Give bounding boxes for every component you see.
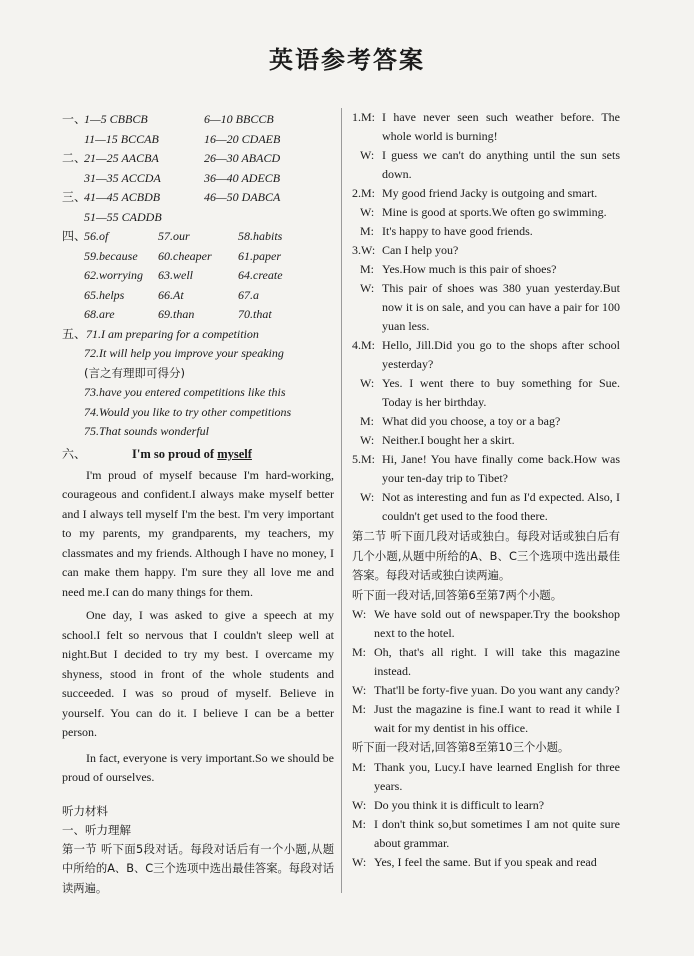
dialogue-line: M: I don't think so,but sometimes I am not quite sure about grammar. <box>352 816 620 850</box>
listening-heading: 听力材料 <box>62 803 108 818</box>
part4-answers <box>62 227 334 325</box>
part4-label: 四、 <box>62 229 87 244</box>
listening-section <box>62 802 334 899</box>
answer-group: 46—50 DABCA <box>204 190 281 205</box>
answer-cell: 69.than <box>158 307 195 322</box>
column-divider <box>341 108 342 893</box>
answer-cell: 64.create <box>238 268 283 283</box>
essay-title: I'm so proud of myself <box>132 447 252 461</box>
answer-row <box>62 286 334 306</box>
essay-paragraph: I'm proud of myself because I'm hard-working, courageous and confident.I always make myself better and I always tell myself I'm the best. I'm very important to my parents, my grandparents, my teachers, my classmates and my friends. Although I have no money, I can make them happy. I'm sure they all love me and need me.I can do many things for them. <box>62 467 334 599</box>
dialogue-2 <box>352 184 620 241</box>
part6-essay <box>62 444 334 788</box>
part2-answers <box>62 149 334 188</box>
page-title: 英语参考答案 <box>269 45 425 74</box>
answer-cell: 60.cheaper <box>158 248 212 263</box>
essay-paragraph: In fact, everyone is very important.So we should be proud of ourselves. <box>62 750 334 784</box>
dialogue-line: M: It's happy to have good friends. <box>360 224 533 238</box>
part3-label: 三、 <box>62 190 87 205</box>
answer-row <box>62 208 334 228</box>
dialogue-line: W: Mine is good at sports.We often go swimming. <box>360 205 607 219</box>
part3-answers <box>62 188 334 227</box>
answer-row <box>62 266 334 286</box>
dialogue-line: M: Thank you, Lucy.I have learned English for three years. <box>352 759 620 793</box>
dialogue-line: W: Neither.I bought her a skirt. <box>360 433 515 447</box>
section1-instructions: 第一节 听下面5段对话。每段对话后有一个小题,从题中所给的A、B、C三个选项中选出最佳答案。每段对话读两遍。 <box>62 842 334 895</box>
dialogue-line: 3.W: Can I help you? <box>352 243 459 257</box>
right-column <box>352 108 620 872</box>
answer-group: 1—5 CBBCB <box>84 112 148 127</box>
answer-row <box>62 130 334 150</box>
dialogue-line: 1.M: I have never seen such weather before. The whole world is burning! <box>352 110 620 143</box>
answer-cell: 68.are <box>84 307 115 322</box>
answer-cell: 62.worrying <box>84 268 144 283</box>
answer-row <box>62 305 334 325</box>
answer-cell: 56.of <box>84 229 109 244</box>
answer-cell: 58.habits <box>238 229 283 244</box>
left-column <box>62 110 334 898</box>
answer-group: 16—20 CDAEB <box>204 131 281 146</box>
part5-label: 五、 <box>62 326 87 341</box>
answer-group: 11—15 BCCAB <box>84 131 159 146</box>
part2-label: 二、 <box>62 151 87 166</box>
answer-row <box>62 169 334 189</box>
answer-row <box>62 188 334 208</box>
dialogue-line: 4.M: Hello, Jill.Did you go to the shops after school yesterday? <box>352 338 620 371</box>
answer-group: 51—55 CADDB <box>84 209 162 224</box>
answer-group: 41—45 ACBDB <box>84 190 161 205</box>
answer-group: 36—40 ADECB <box>204 170 281 185</box>
section2-instructions: 第二节 听下面几段对话或独白。每段对话或独白后有几个小题,从题中所给的A、B、C三个选项中选出最佳答案。每段对话或独白读两遍。 <box>352 530 620 582</box>
dialogue-1 <box>352 108 620 184</box>
dialogue-line: W: Yes, I feel the same. But if you speak and read <box>352 854 597 869</box>
dialogue-8-10 <box>352 758 620 872</box>
dialogue-line: 5.M: Hi, Jane! You have finally come back.How was your ten-day trip to Tibet? <box>352 452 620 485</box>
dialogue-line: M: Oh, that's all right. I will take this magazine instead. <box>352 645 620 678</box>
dialogue-4 <box>352 336 620 450</box>
answer-group: 26—30 ABACD <box>204 151 281 166</box>
dialogue-line: 2.M: My good friend Jacky is outgoing and smart. <box>352 186 598 200</box>
answer-sentence: 五、71.I am preparing for a competition <box>62 326 259 341</box>
dialogue-line: M: Yes.How much is this pair of shoes? <box>360 262 557 276</box>
dialogue-line: W: Not as interesting and fun as I'd expected. Also, I couldn't get used to the food there. <box>360 490 620 523</box>
part6-label: 六、 <box>62 447 87 461</box>
answer-group: 6—10 BBCCB <box>204 112 274 127</box>
answer-row <box>62 247 334 267</box>
answer-row <box>62 227 334 247</box>
dialogue-line: M: Just the magazine is fine.I want to read it while I wait for my dentist in his office. <box>352 702 620 735</box>
answer-cell: 65.helps <box>84 287 125 302</box>
dialogue-line: W: Do you think it is difficult to learn? <box>352 797 545 812</box>
answer-row <box>62 149 334 169</box>
answer-sentence: 74.Would you like to try other competitions <box>84 404 292 419</box>
answer-row <box>62 110 334 130</box>
part1-label: 一、 <box>62 112 87 127</box>
listening-subheading: 一、听力理解 <box>62 822 131 837</box>
dialogue-line: W: We have sold out of newspaper.Try the bookshop next to the hotel. <box>352 607 620 640</box>
answer-cell: 63.well <box>158 268 193 283</box>
answer-sentence: 73.have you entered competitions like this <box>84 385 286 399</box>
part5-answers <box>62 325 334 442</box>
question-prompt-6-7: 听下面一段对话,回答第6至第7两个小题。 <box>352 588 563 602</box>
dialogue-line: M: What did you choose, a toy or a bag? <box>360 414 561 428</box>
dialogue-line: W: Yes. I went there to buy something for Sue. Today is her birthday. <box>360 376 620 409</box>
dialogue-line: W: This pair of shoes was 380 yuan yesterday.But now it is on sale, and you can have a pair for 100 yuan less. <box>360 281 620 333</box>
answer-cell: 67.a <box>238 287 259 302</box>
scoring-note: (言之有理即可得分) <box>84 365 185 380</box>
dialogue-3 <box>352 241 620 336</box>
answer-cell: 66.At <box>158 287 184 302</box>
question-prompt-8-10: 听下面一段对话,回答第8至第10三个小题。 <box>352 741 570 754</box>
dialogue-6-7 <box>352 605 620 738</box>
answer-cell: 57.our <box>158 229 190 244</box>
answer-sentence: 72.It will help you improve your speaking <box>84 346 284 360</box>
answer-group: 21—25 AACBA <box>84 151 159 166</box>
dialogue-5 <box>352 450 620 526</box>
answer-sentence: 75.That sounds wonderful <box>84 424 210 438</box>
part1-answers <box>62 110 334 149</box>
answer-group: 31—35 ACCDA <box>84 170 161 185</box>
essay-paragraph: One day, I was asked to give a speech at my school.I felt so nervous that I couldn't sleep well at night.But I decided to try my best. I overcame my shyness, stood in front of the whole students and succeeded. I was so proud of myself. Believe in yourself. You can do it. I believe I can be a better person. <box>62 608 334 739</box>
dialogue-line: W: I guess we can't do anything until the sun sets down. <box>360 148 620 181</box>
answer-cell: 61.paper <box>238 248 281 263</box>
dialogue-line: W: That'll be forty-five yuan. Do you want any candy? <box>352 683 620 697</box>
answer-cell: 59.because <box>84 248 138 263</box>
answer-cell: 70.that <box>238 307 272 322</box>
